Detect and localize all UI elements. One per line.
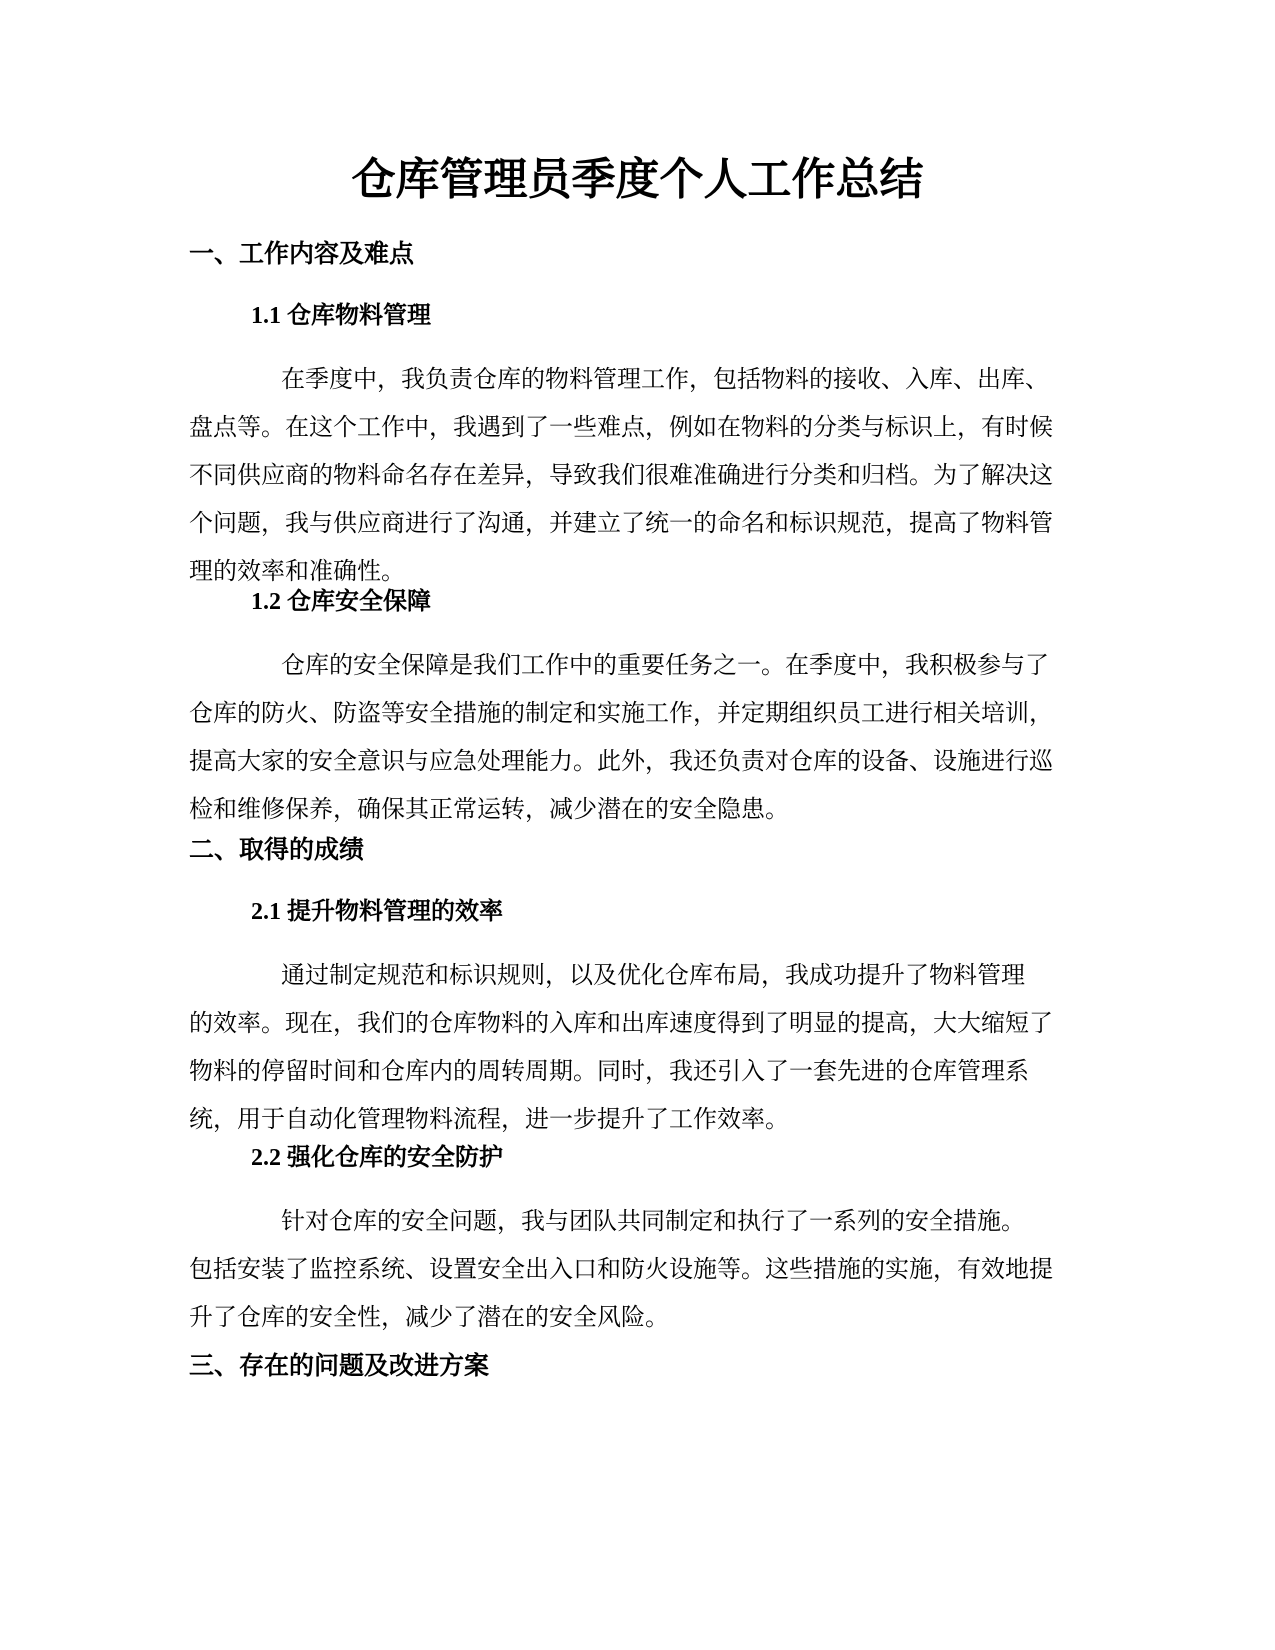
subsection-heading-1-1: 1.1 仓库物料管理	[251, 303, 431, 329]
paragraph-line: 理的效率和准确性。	[189, 559, 405, 585]
paragraph-line: 通过制定规范和标识规则，以及优化仓库布局，我成功提升了物料管理	[281, 963, 1025, 989]
paragraph-1-1	[189, 356, 1089, 596]
section-heading-1: 一、工作内容及难点	[189, 239, 415, 268]
paragraph-2-1	[189, 952, 1089, 1144]
section-heading-3: 三、存在的问题及改进方案	[189, 1351, 490, 1380]
paragraph-line: 仓库的防火、防盗等安全措施的制定和实施工作，并定期组织员工进行相关培训，	[189, 701, 1053, 727]
paragraph-line: 升了仓库的安全性，减少了潜在的安全风险。	[189, 1305, 669, 1331]
paragraph-line: 统，用于自动化管理物料流程，进一步提升了工作效率。	[189, 1107, 789, 1133]
paragraph-1-2	[189, 642, 1089, 834]
paragraph-line: 在季度中，我负责仓库的物料管理工作，包括物料的接收、入库、出库、	[281, 367, 1049, 393]
subsection-heading-2-2: 2.2 强化仓库的安全防护	[251, 1145, 503, 1171]
paragraph-line: 检和维修保养，确保其正常运转，减少潜在的安全隐患。	[189, 797, 789, 823]
document-title: 仓库管理员季度个人工作总结	[351, 154, 924, 205]
section-heading-2: 二、取得的成绩	[189, 835, 365, 864]
subsection-heading-1-2: 1.2 仓库安全保障	[251, 589, 431, 615]
subsection-heading-2-1: 2.1 提升物料管理的效率	[251, 899, 503, 925]
paragraph-line: 仓库的安全保障是我们工作中的重要任务之一。在季度中，我积极参与了	[281, 653, 1049, 679]
paragraph-line: 盘点等。在这个工作中，我遇到了一些难点，例如在物料的分类与标识上，有时候	[189, 415, 1053, 441]
paragraph-line: 不同供应商的物料命名存在差异，导致我们很难准确进行分类和归档。为了解决这	[189, 463, 1053, 489]
paragraph-line: 物料的停留时间和仓库内的周转周期。同时，我还引入了一套先进的仓库管理系	[189, 1059, 1029, 1085]
paragraph-line: 针对仓库的安全问题，我与团队共同制定和执行了一系列的安全措施。	[281, 1209, 1025, 1235]
paragraph-line: 包括安装了监控系统、设置安全出入口和防火设施等。这些措施的实施，有效地提	[189, 1257, 1053, 1283]
paragraph-line: 提高大家的安全意识与应急处理能力。此外，我还负责对仓库的设备、设施进行巡	[189, 749, 1053, 775]
paragraph-line: 的效率。现在，我们的仓库物料的入库和出库速度得到了明显的提高，大大缩短了	[189, 1011, 1053, 1037]
paragraph-2-2	[189, 1198, 1089, 1342]
paragraph-line: 个问题，我与供应商进行了沟通，并建立了统一的命名和标识规范，提高了物料管	[189, 511, 1053, 537]
